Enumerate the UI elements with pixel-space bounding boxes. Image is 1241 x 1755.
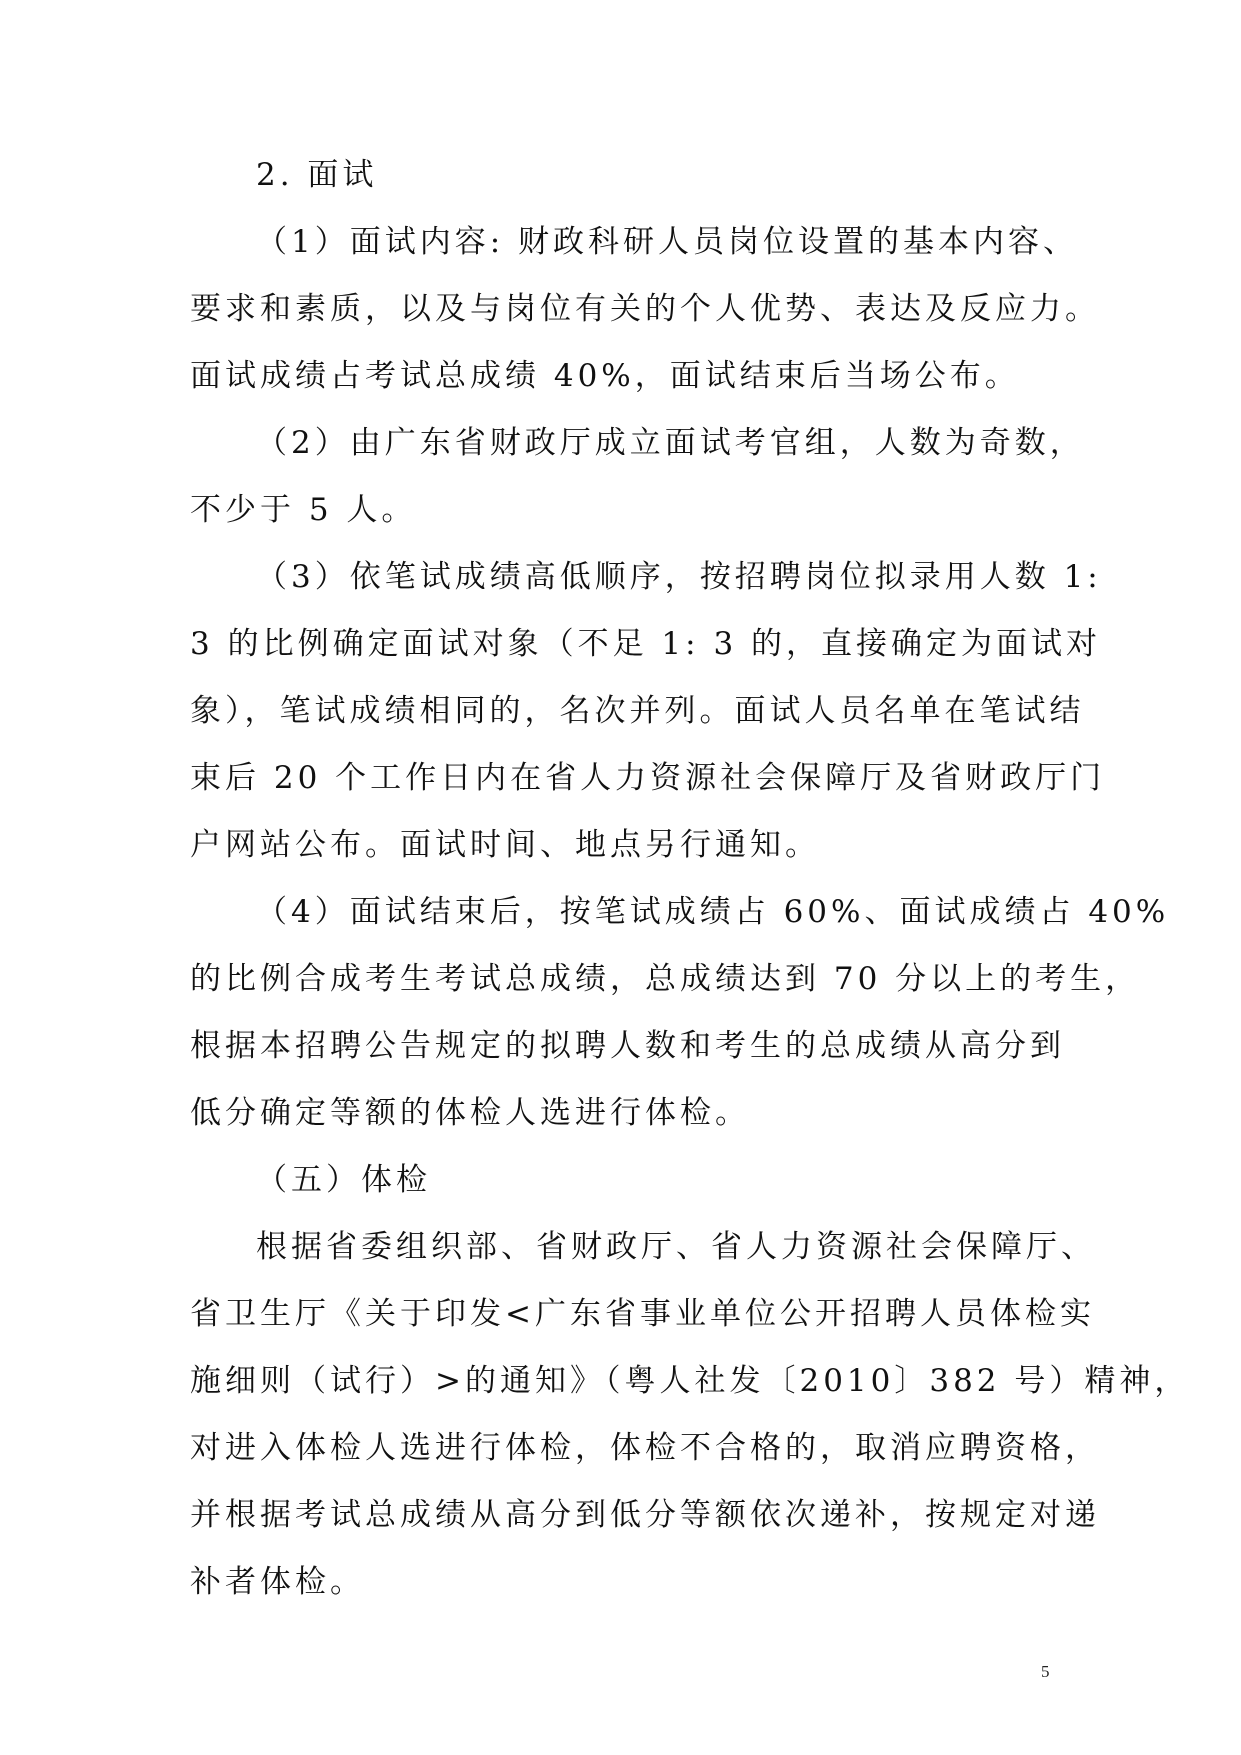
paragraph-line: （4）面试结束后，按笔试成绩占 60%、面试成绩占 40% [256, 894, 1170, 930]
paragraph-line: 对进入体检人选进行体检，体检不合格的，取消应聘资格， [190, 1430, 1100, 1466]
paragraph-line: 根据省委组织部、省财政厅、省人力资源社会保障厅、 [256, 1229, 1096, 1265]
paragraph-line: 不少于 5 人。 [190, 492, 417, 528]
paragraph-line: 3 的比例确定面试对象（不足 1: 3 的，直接确定为面试对 [190, 626, 1102, 662]
paragraph-line: （2）由广东省财政厅成立面试考官组，人数为奇数， [256, 425, 1085, 461]
paragraph-line: 户网站公布。面试时间、地点另行通知。 [190, 827, 820, 863]
paragraph-line: 补者体检。 [190, 1564, 365, 1600]
paragraph-line: 的比例合成考生考试总成绩，总成绩达到 70 分以上的考生， [190, 961, 1141, 997]
paragraph-line: 并根据考试总成绩从高分到低分等额依次递补，按规定对递 [190, 1497, 1100, 1533]
paragraph-line: 根据本招聘公告规定的拟聘人数和考生的总成绩从高分到 [190, 1028, 1065, 1064]
page-number: 5 [1041, 1662, 1050, 1681]
paragraph-line: 施细则（试行）>的通知》（粤人社发〔2010〕382 号）精神， [190, 1363, 1190, 1399]
paragraph-line: 象），笔试成绩相同的，名次并列。面试人员名单在笔试结 [190, 693, 1085, 729]
paragraph-line: 要求和素质，以及与岗位有关的个人优势、表达及反应力。 [190, 291, 1100, 327]
paragraph-line: 低分确定等额的体检人选进行体检。 [190, 1095, 750, 1131]
paragraph-line: 束后 20 个工作日内在省人力资源社会保障厅及省财政厅门 [190, 760, 1106, 796]
paragraph-line: 面试成绩占考试总成绩 40%，面试结束后当场公布。 [190, 358, 1020, 394]
section-heading-medical-exam: （五）体检 [256, 1162, 431, 1198]
paragraph-line: 省卫生厅《关于印发<广东省事业单位公开招聘人员体检实 [190, 1296, 1095, 1332]
paragraph-line: （3）依笔试成绩高低顺序，按招聘岗位拟录用人数 1: [256, 559, 1102, 595]
paragraph-line: （1）面试内容: 财政科研人员岗位设置的基本内容、 [256, 224, 1079, 260]
section-heading-interview: 2. 面试 [256, 157, 378, 193]
